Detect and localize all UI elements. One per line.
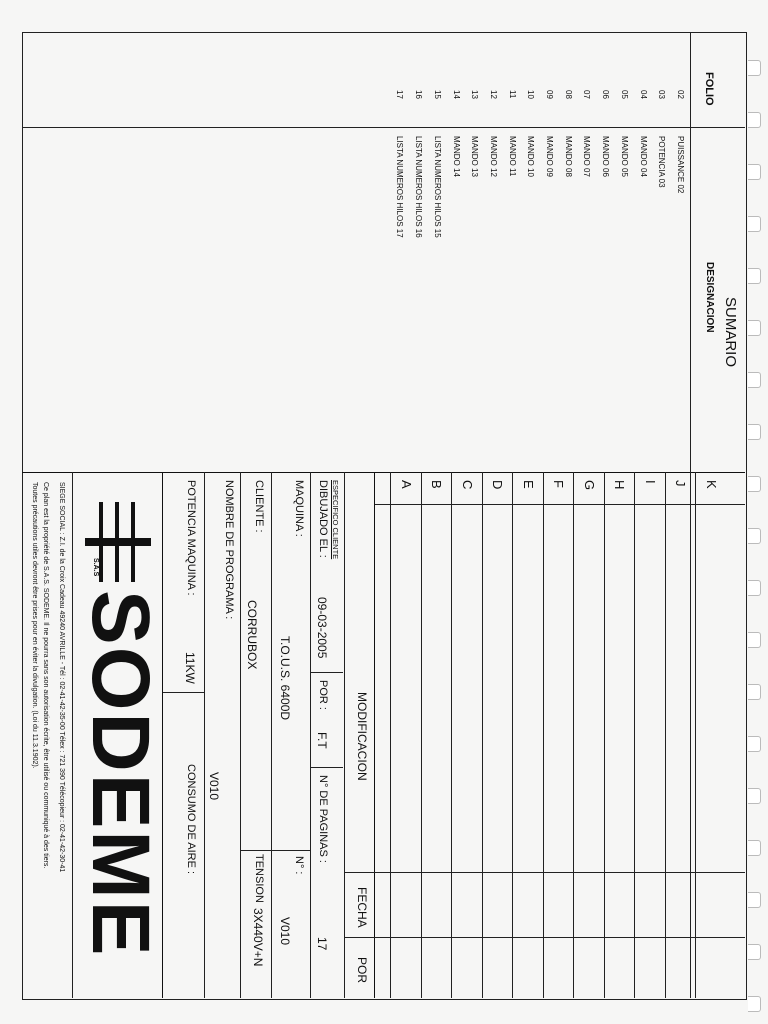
designation-cell: POTENCIA 03: [657, 136, 667, 188]
folio-cell: 03: [657, 90, 667, 99]
folio-cell: 04: [638, 90, 648, 99]
number-value: V010: [278, 917, 292, 946]
client-label: CLIENTE :: [253, 480, 265, 533]
revision-letter: D: [490, 480, 506, 490]
program-value: V010: [207, 772, 221, 801]
folio-cell: 13: [470, 90, 480, 99]
designation-cell: MANDO 13: [470, 136, 480, 177]
program-label: NOMBRE DE PROGRAMA :: [223, 480, 235, 620]
drawn-value: 09-03-2005: [315, 597, 329, 659]
folio-cell: 10: [526, 90, 536, 99]
revision-letter: I: [643, 480, 658, 484]
revision-letter: E: [521, 480, 536, 489]
power-value: 11KW: [183, 652, 197, 684]
logo-mark: [85, 502, 151, 582]
pages-label: N° DE PAGINAS :: [317, 775, 329, 863]
designation-cell: LISTA NUMEROS HILOS 16: [414, 136, 424, 238]
designation-cell: MANDO 04: [638, 136, 648, 177]
drawn-label: DIBUJADO EL :: [317, 480, 329, 558]
modification-header: MODIFICACION: [355, 692, 369, 781]
designation-cell: MANDO 12: [489, 136, 498, 177]
folio-cell: 11: [507, 90, 517, 99]
voltage-value: 3X440V+N: [251, 908, 265, 967]
voltage-label: TENSION: [253, 854, 265, 903]
air-label: CONSUMO DE AIRE :: [185, 764, 197, 875]
machine-label: MAQUINA :: [293, 480, 305, 537]
revision-letter: C: [460, 480, 475, 490]
folio-cell: 17: [395, 90, 405, 99]
revision-row-line: [421, 472, 422, 998]
logo-sas: S.A.S: [92, 558, 99, 577]
specific-client-label: ESPECIFICO CLIENTE: [331, 480, 340, 560]
designation-cell: MANDO 11: [507, 136, 517, 177]
power-label: POTENCIA MAQUINA :: [185, 480, 197, 596]
revision-letter: J: [673, 480, 689, 487]
designation-cell: MANDO 06: [601, 136, 611, 177]
revision-row-line: [604, 472, 605, 998]
designation-cell: PUISSANCE 02: [676, 136, 685, 194]
folio-cell: 15: [432, 90, 442, 99]
designation-cell: MANDO 05: [619, 136, 629, 177]
designation-cell: LISTA NUMEROS HILOS 15: [432, 136, 442, 238]
designation-cell: MANDO 07: [582, 136, 592, 177]
revision-row-line: [391, 472, 392, 998]
summary-title: SUMARIO: [722, 296, 739, 367]
ownership-notice-1: Ce plan est la propriété de S.A.S. SODEME. Il ne pourra sans son autorisation écrite, être utilisé ou communiqué à des tiers.: [42, 482, 49, 869]
number-label: N° :: [293, 856, 305, 875]
folio-cell: 02: [676, 90, 685, 99]
folio-cell: 07: [582, 90, 592, 99]
designation-cell: LISTA NUMEROS HILOS 17: [395, 136, 405, 238]
company-address: SIEGE SOCIAL : Z.I. de la Croix Cadeau 49240 AVRILLE - Tél : 02-41-42-35-00 Télex : 721 390 Télécopieur : 02-41-42-30-41: [58, 482, 65, 873]
folio-cell: 09: [545, 90, 555, 99]
revision-letter: G: [582, 480, 597, 491]
date-header: FECHA: [355, 887, 369, 928]
folio-cell: 14: [451, 90, 461, 99]
by-label: POR :: [317, 680, 329, 710]
by-value: F.T: [315, 732, 329, 749]
folio-cell: 05: [619, 90, 629, 99]
revision-row-line: [696, 472, 697, 998]
revision-letter: K: [704, 480, 719, 489]
revision-row-line: [452, 472, 453, 998]
designation-cell: MANDO 08: [563, 136, 573, 177]
revision-row-line: [574, 472, 575, 998]
folio-cell: 16: [414, 90, 424, 99]
by-header: POR: [355, 957, 369, 984]
folio-cell: 12: [489, 90, 498, 99]
revision-row-line: [513, 472, 514, 998]
pages-value: 17: [315, 937, 329, 951]
revision-letter: F: [551, 480, 567, 488]
rotated-sheet-content: [22, 32, 745, 998]
designation-cell: MANDO 14: [451, 136, 461, 177]
revision-letter: A: [399, 480, 414, 489]
revision-row-line: [665, 472, 666, 998]
revision-letter: B: [429, 480, 445, 489]
revision-row-line: [543, 472, 544, 998]
folio-cell: 06: [601, 90, 611, 99]
logo-wordmark: SODEME: [75, 590, 166, 958]
machine-value: T.O.U.S. 6400D: [278, 636, 292, 721]
folio-header: FOLIO: [703, 72, 715, 106]
designation-cell: MANDO 10: [526, 136, 536, 177]
ownership-notice-2: Toutes précautions utiles devront être prises pour en éviter la divulgation. (Loi du 11.3.1902).: [31, 482, 38, 769]
revision-row-line: [482, 472, 483, 998]
folio-cell: 08: [563, 90, 573, 99]
company-logo: [75, 502, 166, 982]
revision-row-line: [635, 472, 636, 998]
client-value: CORRUBOX: [245, 600, 259, 670]
designation-header: DESIGNACION: [704, 262, 715, 333]
designation-cell: MANDO 09: [545, 136, 555, 177]
revision-letter: H: [612, 480, 628, 490]
